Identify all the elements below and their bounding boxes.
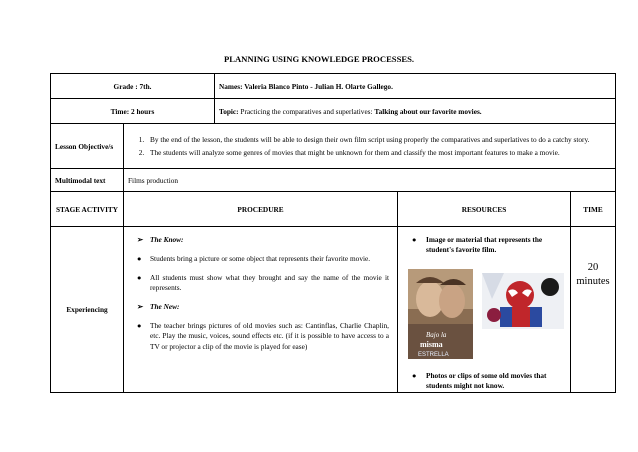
topic-label: Topic: <box>219 106 239 116</box>
spiderman-image <box>482 273 564 329</box>
resource-images <box>408 269 566 365</box>
header-resources: RESOURCES <box>398 192 571 227</box>
objective-label: Lesson Objective/s <box>51 124 124 169</box>
resources-cell <box>398 227 571 393</box>
header-procedure: PROCEDURE <box>124 192 398 227</box>
multimodal-value: Films production <box>124 169 616 192</box>
know-heading: ➢ The Know: <box>137 235 184 244</box>
multimodal-label: Multimodal text <box>51 169 124 192</box>
resource-item: ● Image or material that represents the student's favorite film. <box>412 235 543 254</box>
list-item: ● All students must show what they brought and say the name of the movie it represents. <box>137 272 389 293</box>
objectives-list <box>128 135 611 157</box>
bullet-icon: ● <box>412 370 417 380</box>
arrow-icon: ➢ <box>137 235 144 244</box>
objective-item: 1. By the end of the lesson, the students will be able to design their own film script using properly the comparatives and superlatives to do a catchy story. <box>146 135 611 144</box>
list-item: ● Students bring a picture or some object that represents their favorite movie. <box>137 254 371 263</box>
grade-cell: Grade : 7th. <box>51 74 215 99</box>
names-cell: Names: Valeria Blanco Pinto - Julian H. Olarte Gallego. <box>215 74 616 99</box>
svg-text:misma: misma <box>420 339 443 349</box>
time-value: 20 minutes <box>571 227 616 393</box>
arrow-icon: ➢ <box>137 301 144 311</box>
bullet-icon: ● <box>137 320 142 330</box>
list-item: ● The teacher brings pictures of old movies such as: Cantinflas, Charlie Chaplin, etc. Play the music, voices, sound effects etc. (if it is possible to have access to a TV or projector a clip of the movie is played for ease) <box>137 320 389 351</box>
bullet-icon: ● <box>137 254 142 263</box>
page-title: PLANNING USING KNOWLEDGE PROCESSES. <box>223 54 415 64</box>
svg-text:Bajo la: Bajo la <box>426 330 447 339</box>
lesson-plan-table <box>50 73 616 393</box>
header-stage: STAGE ACTIVITY <box>51 192 124 227</box>
header-time: TIME <box>571 192 616 227</box>
new-heading: ➢ The New: <box>137 301 180 311</box>
topic-bold: Talking about our favorite movies. <box>374 106 482 116</box>
objectives-cell <box>124 124 616 169</box>
stage-cell: Experiencing <box>51 227 124 393</box>
movie-images <box>408 269 568 365</box>
topic-cell <box>215 99 616 124</box>
favorite-film-poster-image <box>408 269 473 359</box>
bullet-icon: ● <box>412 235 417 244</box>
procedure-cell <box>124 227 398 393</box>
resource-item: ● Photos or clips of some old movies that students might not know. <box>412 370 547 390</box>
bullet-icon: ● <box>137 272 142 282</box>
svg-text:ESTRELLA: ESTRELLA <box>418 351 449 358</box>
objective-item: 2. The students will analyze some genres of movies that might be unknown for them and classify the most important features to make a movie. <box>146 148 611 157</box>
topic-text: Practicing the comparatives and superlatives: <box>238 106 375 116</box>
time-cell: Time: 2 hours <box>51 99 215 124</box>
